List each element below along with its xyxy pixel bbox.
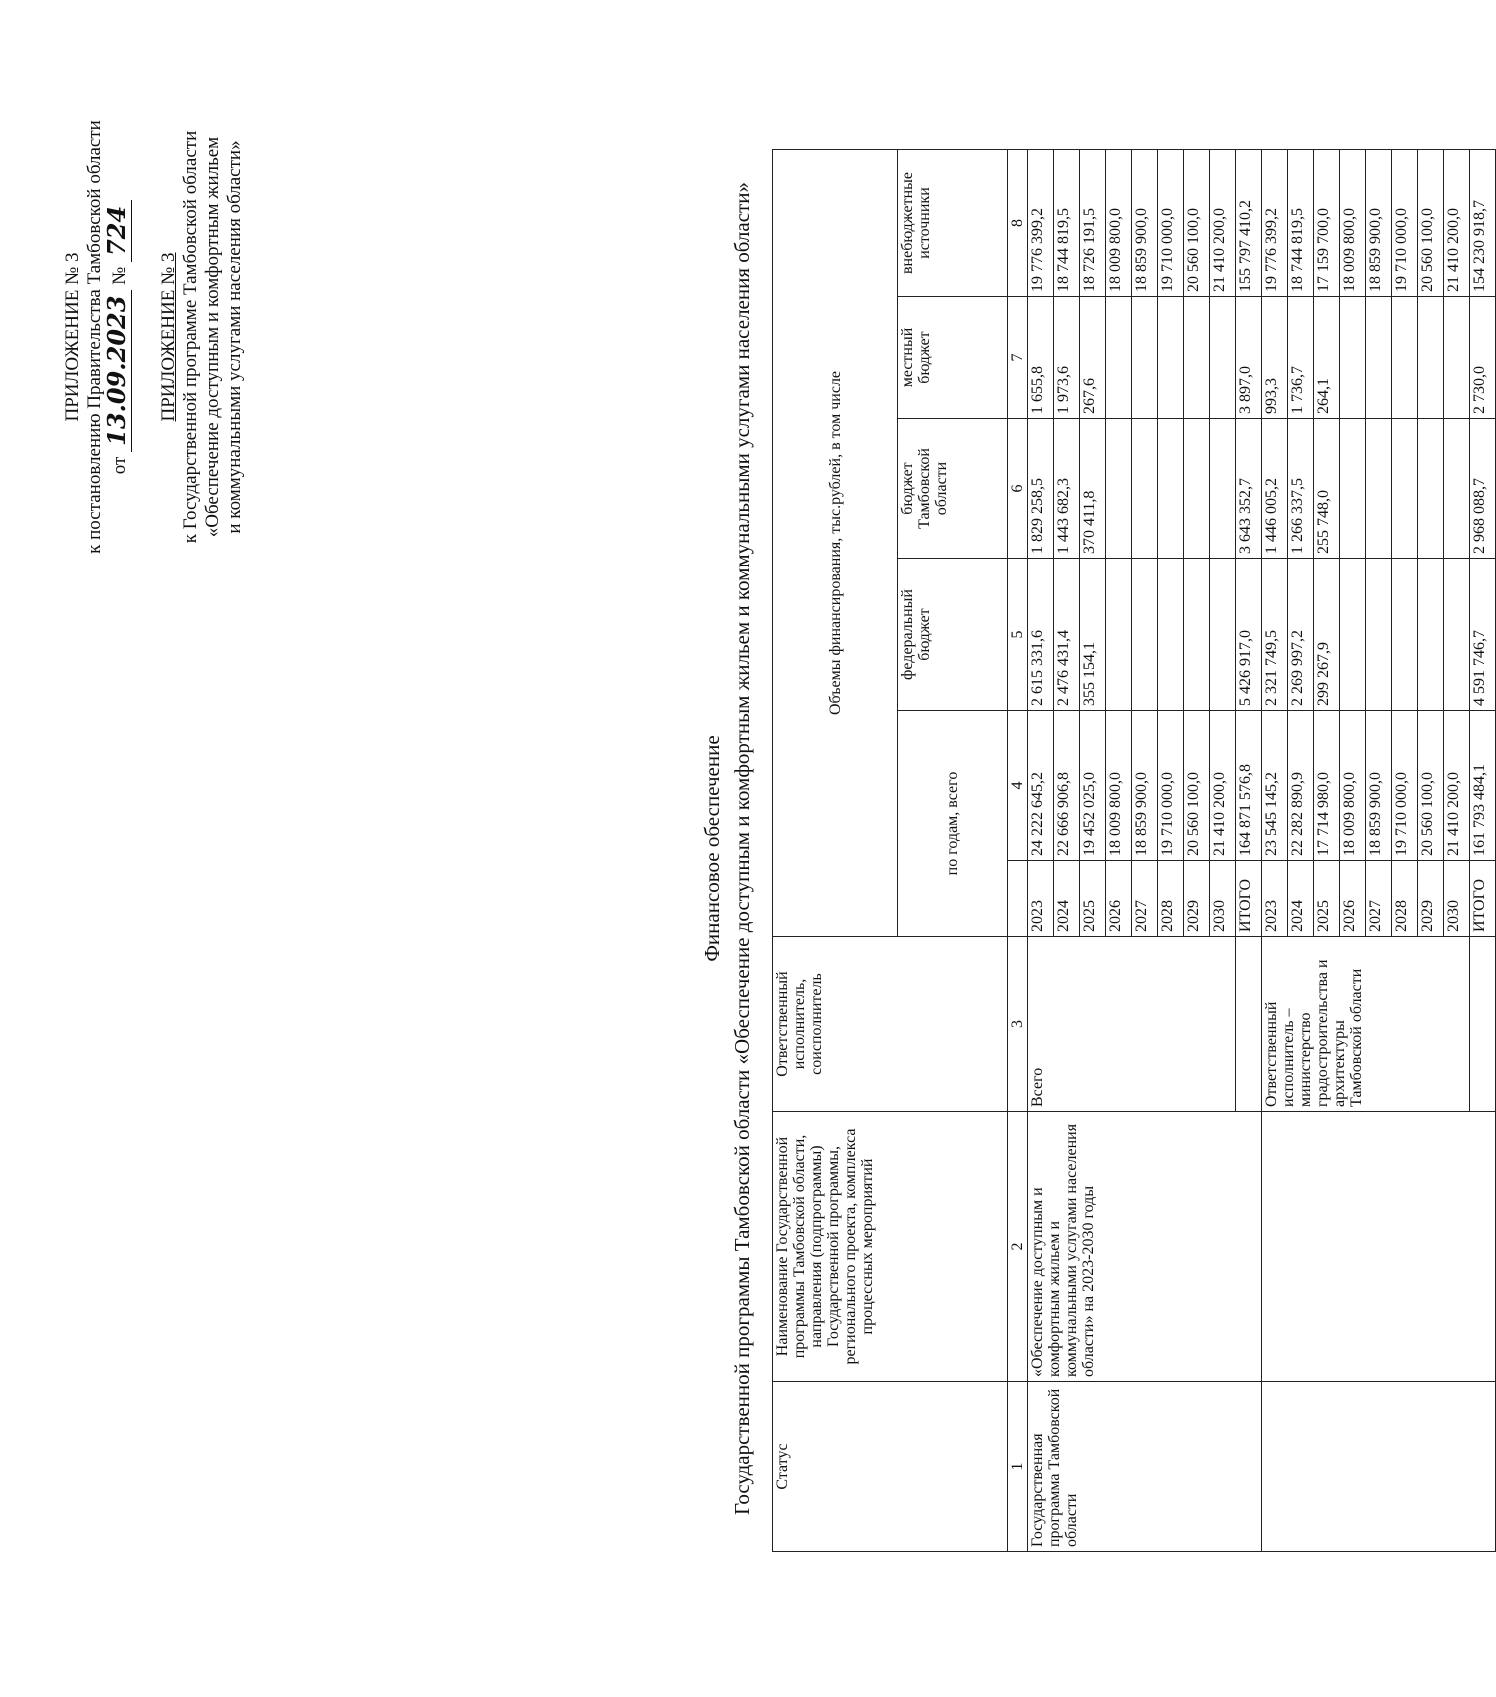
cell-extra: 154 230 918,7	[1470, 150, 1496, 297]
cell-total: 22 282 890,9	[1288, 711, 1314, 861]
cell-extra: 19 776 399,2	[1028, 150, 1054, 297]
cell-year: 2025	[1314, 861, 1340, 937]
cell-extra: 19 776 399,2	[1262, 150, 1288, 297]
cell-extra: 18 726 191,5	[1080, 150, 1106, 297]
cell-local	[1392, 297, 1418, 419]
cell-year: 2027	[1132, 861, 1158, 937]
cell-regional	[1340, 419, 1366, 559]
row-program-name: «Обеспечение доступным и комфортным жильем и коммунальными услугами населения области» на 2023-2030 годы	[1028, 1112, 1262, 1382]
decree-line: к постановлению Правительства Тамбовской области	[84, 120, 105, 554]
cell-year: 2030	[1210, 861, 1236, 937]
cell-federal	[1392, 559, 1418, 711]
col-number: 2	[1008, 1112, 1028, 1382]
cell-extra: 18 744 819,5	[1054, 150, 1080, 297]
table-body	[1028, 150, 1496, 1552]
col-extra-header: внебюджетные источники	[898, 150, 1008, 297]
cell-total: 24 222 645,2	[1028, 711, 1054, 861]
cell-year: 2023	[1028, 861, 1054, 937]
cell-total: 23 545 145,2	[1262, 711, 1288, 861]
cell-local: 264,1	[1314, 297, 1340, 419]
cell-regional	[1106, 419, 1132, 559]
col-number: 7	[1008, 297, 1028, 419]
cell-local: 1 655,8	[1028, 297, 1054, 419]
program-line-3: и коммунальными услугами населения области»	[224, 140, 245, 534]
cell-regional: 1 266 337,5	[1288, 419, 1314, 559]
col-number: 5	[1008, 559, 1028, 711]
col-number: 6	[1008, 419, 1028, 559]
cell-federal: 2 476 431,4	[1054, 559, 1080, 711]
cell-federal: 4 591 746,7	[1470, 559, 1496, 711]
document-title: Финансовое обеспечение	[700, 735, 724, 962]
cell-extra: 155 797 410,2	[1236, 150, 1262, 297]
cell-federal	[1340, 559, 1366, 711]
cell-regional: 2 968 088,7	[1470, 419, 1496, 559]
table-row	[1262, 150, 1288, 1552]
cell-total: 18 859 900,0	[1366, 711, 1392, 861]
col-federal-header: федеральный бюджет	[898, 559, 1008, 711]
row-executor-blank	[1470, 937, 1496, 1112]
appendix-title: ПРИЛОЖЕНИЕ № 3	[62, 252, 83, 422]
cell-federal	[1184, 559, 1210, 711]
col-number: 4	[1008, 711, 1028, 861]
cell-extra: 19 710 000,0	[1158, 150, 1184, 297]
cell-regional: 1 443 682,3	[1054, 419, 1080, 559]
col-number: 8	[1008, 150, 1028, 297]
cell-regional	[1418, 419, 1444, 559]
cell-extra: 21 410 200,0	[1444, 150, 1470, 297]
cell-local: 1 973,6	[1054, 297, 1080, 419]
row-executor: Ответственный исполнитель – министерство градостроительства и архитектуры Тамбовской области	[1262, 937, 1470, 1112]
cell-extra: 20 560 100,0	[1418, 150, 1444, 297]
row-status: Государственная программа Тамбовской области	[1028, 1382, 1262, 1552]
handwritten-number: 724	[102, 200, 132, 262]
cell-local	[1444, 297, 1470, 419]
cell-extra: 18 859 900,0	[1366, 150, 1392, 297]
cell-federal	[1366, 559, 1392, 711]
cell-extra: 18 744 819,5	[1288, 150, 1314, 297]
cell-federal	[1106, 559, 1132, 711]
column-number-row	[1008, 150, 1028, 1552]
cell-year: 2024	[1054, 861, 1080, 937]
cell-total: 21 410 200,0	[1444, 711, 1470, 861]
cell-federal: 2 615 331,6	[1028, 559, 1054, 711]
row-executor-blank	[1236, 937, 1262, 1112]
cell-local: 3 897,0	[1236, 297, 1262, 419]
cell-local	[1210, 297, 1236, 419]
col-by-years-header: по годам, всего	[898, 711, 1008, 937]
cell-total: 18 009 800,0	[1106, 711, 1132, 861]
cell-year: 2028	[1392, 861, 1418, 937]
cell-regional: 3 643 352,7	[1236, 419, 1262, 559]
col-number-blank	[1008, 861, 1028, 937]
cell-regional: 1 829 258,5	[1028, 419, 1054, 559]
cell-year: 2029	[1418, 861, 1444, 937]
cell-extra: 19 710 000,0	[1392, 150, 1418, 297]
cell-federal	[1444, 559, 1470, 711]
cell-total: 19 452 025,0	[1080, 711, 1106, 861]
cell-local: 2 730,0	[1470, 297, 1496, 419]
cell-year: 2026	[1340, 861, 1366, 937]
appendix-header	[62, 7, 131, 667]
cell-local	[1158, 297, 1184, 419]
cell-local: 267,6	[1080, 297, 1106, 419]
program-line-2: «Обеспечение доступным и комфортным жильем	[202, 136, 223, 538]
col-regional-header: бюджет Тамбовской области	[898, 419, 1008, 559]
cell-regional	[1132, 419, 1158, 559]
col-number: 3	[1008, 937, 1028, 1112]
cell-extra: 18 009 800,0	[1106, 150, 1132, 297]
cell-regional	[1210, 419, 1236, 559]
cell-federal	[1418, 559, 1444, 711]
cell-year: 2026	[1106, 861, 1132, 937]
cell-regional: 1 446 005,2	[1262, 419, 1288, 559]
cell-local	[1132, 297, 1158, 419]
financing-table	[772, 149, 1496, 1552]
col-local-header: местный бюджет	[898, 297, 1008, 419]
cell-total: 18 859 900,0	[1132, 711, 1158, 861]
cell-total: 161 793 484,1	[1470, 711, 1496, 861]
cell-year: 2030	[1444, 861, 1470, 937]
cell-year: 2027	[1366, 861, 1392, 937]
cell-extra: 21 410 200,0	[1210, 150, 1236, 297]
cell-regional	[1158, 419, 1184, 559]
cell-federal	[1158, 559, 1184, 711]
cell-federal: 5 426 917,0	[1236, 559, 1262, 711]
cell-total: 164 871 576,8	[1236, 711, 1262, 861]
cell-local: 993,3	[1262, 297, 1288, 419]
cell-regional	[1392, 419, 1418, 559]
col-volumes-header: Объемы финансирования, тыс.рублей, в том числе	[773, 150, 898, 937]
document-subtitle: Государственной программы Тамбовской области «Обеспечение доступным и комфортным жильем и коммунальными услугами населения области»	[730, 182, 754, 1515]
table-row	[1028, 150, 1054, 1552]
number-prefix: №	[109, 266, 130, 285]
cell-regional: 370 411,8	[1080, 419, 1106, 559]
row-executor: Всего	[1028, 937, 1236, 1112]
cell-federal: 355 154,1	[1080, 559, 1106, 711]
col-executor-header: Ответственный исполнитель, соисполнитель	[773, 937, 1008, 1112]
cell-local	[1106, 297, 1132, 419]
appendix2-title: ПРИЛОЖЕНИЕ № 3	[158, 252, 179, 422]
cell-regional	[1366, 419, 1392, 559]
cell-local	[1366, 297, 1392, 419]
cell-regional	[1184, 419, 1210, 559]
cell-year: 2028	[1158, 861, 1184, 937]
cell-total: 21 410 200,0	[1210, 711, 1236, 861]
cell-total: 18 009 800,0	[1340, 711, 1366, 861]
cell-year: ИТОГО	[1236, 861, 1262, 937]
cell-year: 2029	[1184, 861, 1210, 937]
row-program-name	[1262, 1112, 1496, 1382]
cell-local	[1418, 297, 1444, 419]
cell-total: 20 560 100,0	[1418, 711, 1444, 861]
cell-total: 20 560 100,0	[1184, 711, 1210, 861]
cell-extra: 18 009 800,0	[1340, 150, 1366, 297]
cell-extra: 20 560 100,0	[1184, 150, 1210, 297]
cell-year: 2023	[1262, 861, 1288, 937]
cell-federal	[1132, 559, 1158, 711]
cell-regional: 255 748,0	[1314, 419, 1340, 559]
cell-total: 19 710 000,0	[1158, 711, 1184, 861]
cell-total: 22 666 906,8	[1054, 711, 1080, 861]
cell-federal: 2 321 749,5	[1262, 559, 1288, 711]
col-name-header: Наименование Государственной программы Тамбовской области, направления (подпрограммы) Государственной программы, регионального проекта, комплекса процессных мероприятий	[773, 1112, 1008, 1382]
cell-local: 1 736,7	[1288, 297, 1314, 419]
cell-federal: 299 267,9	[1314, 559, 1340, 711]
cell-year: 2025	[1080, 861, 1106, 937]
cell-total: 17 714 980,0	[1314, 711, 1340, 861]
cell-federal: 2 269 997,2	[1288, 559, 1314, 711]
cell-local	[1184, 297, 1210, 419]
col-number: 1	[1008, 1382, 1028, 1552]
cell-year: ИТОГО	[1470, 861, 1496, 937]
program-line-1: к Государственной программе Тамбовской области	[180, 130, 201, 544]
decree-date-line	[102, 7, 131, 667]
cell-regional	[1444, 419, 1470, 559]
col-status-header: Статус	[773, 1382, 1008, 1552]
cell-year: 2024	[1288, 861, 1314, 937]
header-row-1	[773, 150, 898, 1552]
handwritten-date: 13.09.2023	[102, 290, 132, 452]
row-status	[1262, 1382, 1496, 1552]
date-prefix: от	[109, 456, 130, 475]
cell-federal	[1210, 559, 1236, 711]
cell-extra: 17 159 700,0	[1314, 150, 1340, 297]
cell-extra: 18 859 900,0	[1132, 150, 1158, 297]
program-appendix-header	[158, 7, 246, 667]
cell-local	[1340, 297, 1366, 419]
cell-total: 19 710 000,0	[1392, 711, 1418, 861]
